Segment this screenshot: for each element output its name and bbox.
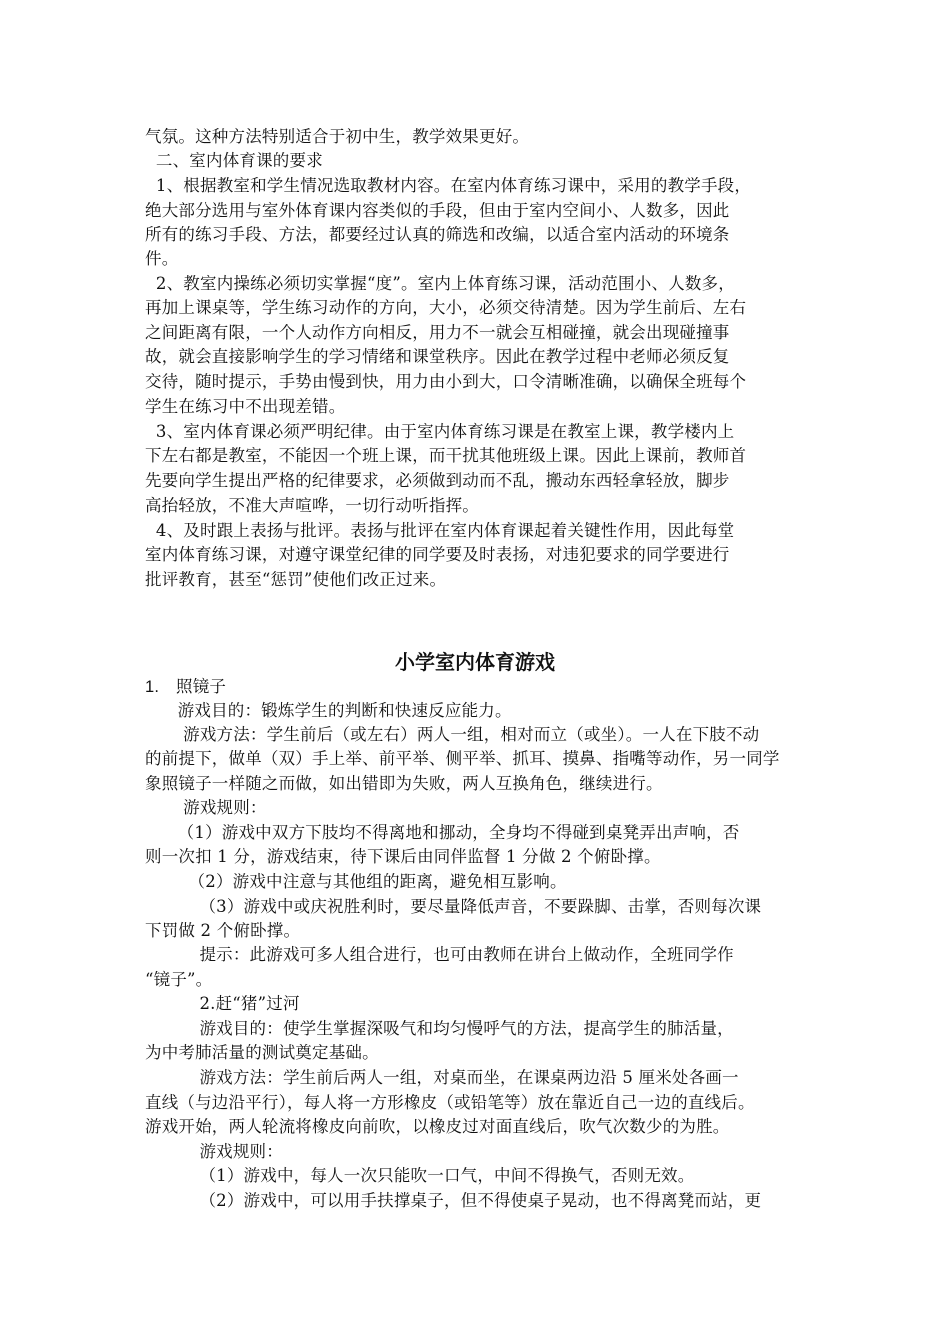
paragraph-line: 件。 — [145, 249, 179, 268]
paragraph-line: 故，就会直接影响学生的学习情绪和课堂秩序。因此在教学过程中老师必须反复 — [145, 347, 730, 366]
paragraph-line: 4、及时跟上表扬与批评。表扬与批评在室内体育课起着关键性作用，因此每堂 — [145, 521, 735, 540]
paragraph-line: 游戏规则： — [145, 798, 267, 817]
list-number: 1. — [145, 678, 160, 696]
paragraph-line: 批评教育，甚至“惩罚”使他们改正过来。 — [145, 570, 447, 589]
paragraph-line: 1、根据教室和学生情况选取教材内容。在室内体育练习课中，采用的教学手段， — [145, 176, 752, 195]
paragraph-line: 再加上课桌等，学生练习动作的方向，大小，必须交待清楚。因为学生前后、左右 — [145, 298, 747, 317]
paragraph-line: （1）游戏中，每人一次只能吹一口气，中间不得换气，否则无效。 — [145, 1166, 695, 1185]
paragraph-line: 象照镜子一样随之而做，如出错即为失败，两人互换角色，继续进行。 — [145, 774, 663, 793]
paragraph-line: 游戏方法：学生前后两人一组，对桌而坐，在课桌两边沿 5 厘米处各画一 — [145, 1068, 739, 1087]
game-heading — [145, 675, 810, 699]
paragraph-line: 则一次扣 1 分，游戏结束，待下课后由同伴监督 1 分做 2 个俯卧撑。 — [145, 847, 661, 866]
game-name: 照镜子 — [176, 677, 227, 696]
paragraph-line: “镜子”。 — [145, 970, 213, 989]
paragraph-line: 提示：此游戏可多人组合进行，也可由教师在讲台上做动作，全班同学作 — [145, 945, 734, 964]
paragraph-line: 3、室内体育课必须严明纪律。由于室内体育练习课是在教室上课，教学楼内上 — [145, 422, 735, 441]
paragraph-line: （2）游戏中，可以用手扶撑桌子，但不得使桌子晃动，也不得离凳而站，更 — [145, 1191, 762, 1210]
paragraph-line: 绝大部分选用与室外体育课内容类似的手段，但由于室内空间小、人数多，因此 — [145, 201, 730, 220]
paragraph-line: 先要向学生提出严格的纪律要求，必须做到动而不乱，搬动东西轻拿轻放，脚步 — [145, 471, 730, 490]
paragraph-line: 室内体育练习课，对遵守课堂纪律的同学要及时表扬，对违犯要求的同学要进行 — [145, 545, 730, 564]
paragraph-line: 游戏目的：锻炼学生的判断和快速反应能力。 — [145, 701, 512, 720]
paragraph-line: （2）游戏中注意与其他组的距离，避免相互影响。 — [145, 872, 567, 891]
paragraph-line: 高抬轻放，不准大声喧哗，一切行动听指挥。 — [145, 496, 479, 515]
section-heading: 二、室内体育课的要求 — [145, 151, 323, 170]
paragraph-line: 下左右都是教室，不能因一个班上课，而干扰其他班级上课。因此上课前，教师首 — [145, 446, 747, 465]
paragraph-line: 学生在练习中不出现差错。 — [145, 397, 346, 416]
paragraph-line: 下罚做 2 个俯卧撑。 — [145, 921, 301, 940]
paragraph-line: （3）游戏中或庆祝胜利时，要尽量降低声音，不要跺脚、击掌，否则每次课 — [145, 897, 762, 916]
paragraph-line: （1）游戏中双方下肢均不得离地和挪动，全身均不得碰到桌凳弄出声响，否 — [145, 823, 740, 842]
paragraph-line: 之间距离有限，一个人动作方向相反，用力不一就会互相碰撞，就会出现碰撞事 — [145, 323, 730, 342]
paragraph-line: 游戏规则： — [145, 1142, 283, 1161]
page-title: 小学室内体育游戏 — [395, 650, 555, 674]
paragraph-line: 游戏开始，两人轮流将橡皮向前吹，以橡皮过对面直线后，吹气次数少的为胜。 — [145, 1117, 730, 1136]
paragraph-line: 气氛。这种方法特别适合于初中生，教学效果更好。 — [145, 127, 530, 146]
paragraph-line: 的前提下，做单（双）手上举、前平举、侧平举、抓耳、摸鼻、指嘴等动作，另一同学 — [145, 749, 780, 768]
paragraph-line: 所有的练习手段、方法，都要经过认真的筛选和改编，以适合室内活动的环境条 — [145, 225, 730, 244]
paragraph-line: 为中考肺活量的测试奠定基础。 — [145, 1043, 379, 1062]
paragraph-line: 2、教室内操练必须切实掌握“度”。室内上体育练习课，活动范围小、人数多， — [145, 274, 735, 293]
paragraph-line: 交待，随时提示，手势由慢到快，用力由小到大，口令清晰准确，以确保全班每个 — [145, 372, 747, 391]
paragraph-line: 直线（与边沿平行），每人将一方形橡皮（或铅笔等）放在靠近自己一边的直线后。 — [145, 1093, 755, 1112]
paragraph-line: 游戏目的：使学生掌握深吸气和均匀慢呼气的方法，提高学生的肺活量， — [145, 1019, 734, 1038]
paragraph-line: 游戏方法：学生前后（或左右）两人一组，相对而立（或坐）。一人在下肢不动 — [145, 725, 760, 744]
game-heading: 2.赶“猪”过河 — [145, 994, 300, 1013]
